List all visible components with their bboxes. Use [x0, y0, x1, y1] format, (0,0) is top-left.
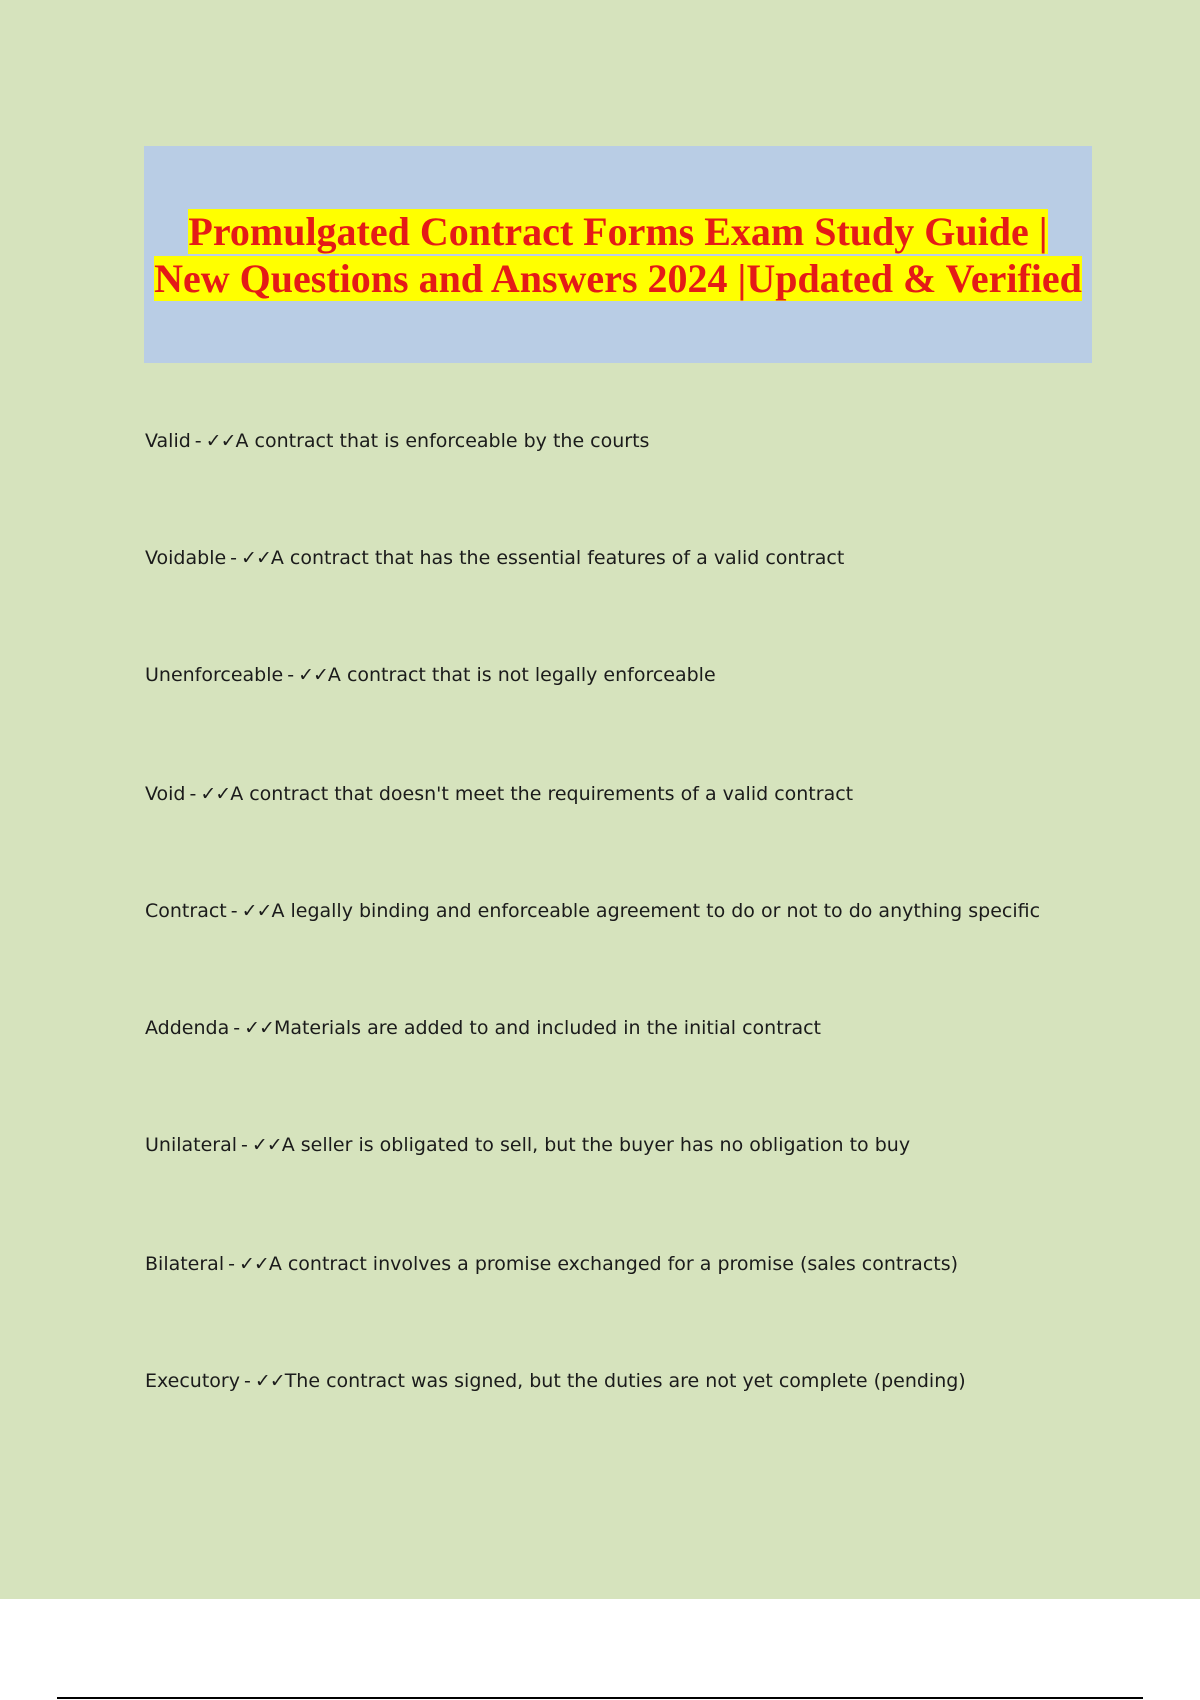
- entry-definition: A contract that is enforceable by the courts: [235, 430, 650, 452]
- entry-separator: -: [243, 1370, 251, 1392]
- check-marks-icon: ✓✓: [298, 664, 328, 686]
- entry-term: Bilateral: [145, 1253, 225, 1275]
- list-item: [145, 429, 649, 453]
- list-item: [145, 546, 844, 570]
- entry-separator: -: [287, 664, 295, 686]
- list-item: [145, 782, 853, 806]
- entry-term: Unenforceable: [145, 664, 284, 686]
- entry-definition: A contract involves a promise exchanged for a promise (sales contracts): [268, 1253, 959, 1275]
- entry-term: Valid: [145, 430, 191, 452]
- entry-separator: -: [233, 1017, 241, 1039]
- title-line-1: Promulgated Contract Forms Exam Study Guide |: [188, 209, 1048, 254]
- check-marks-icon: ✓✓: [254, 1370, 285, 1392]
- entry-term: Voidable: [145, 547, 227, 569]
- entry-term: Addenda: [145, 1017, 230, 1039]
- entry-term: Contract: [145, 900, 227, 922]
- entry-definition: A seller is obligated to sell, but the buyer has no obligation to buy: [281, 1134, 911, 1156]
- entry-separator: -: [241, 1134, 248, 1156]
- title-line-2: New Questions and Answers 2024 |Updated & Verified: [154, 256, 1082, 301]
- entry-separator: -: [230, 547, 238, 569]
- list-item: [145, 1369, 966, 1393]
- check-marks-icon: ✓✓: [205, 430, 236, 452]
- page-title: [144, 208, 1092, 302]
- check-marks-icon: ✓✓: [251, 1134, 282, 1156]
- entry-definition: The contract was signed, but the duties are not yet complete (pending): [284, 1370, 966, 1392]
- list-item: [145, 1016, 821, 1040]
- list-item: [145, 1252, 958, 1276]
- entry-definition: A legally binding and enforceable agreement to do or not to do anything specific: [271, 900, 1041, 922]
- list-item: [145, 1133, 910, 1157]
- check-marks-icon: ✓✓: [241, 547, 271, 569]
- entry-separator: -: [230, 900, 238, 922]
- entry-definition: Materials are added to and included in the initial contract: [273, 1017, 822, 1039]
- check-marks-icon: ✓✓: [238, 1253, 269, 1275]
- entry-term: Executory: [145, 1370, 240, 1392]
- check-marks-icon: ✓✓: [200, 783, 231, 805]
- entry-separator: -: [189, 783, 197, 805]
- entry-definition: A contract that has the essential features of a valid contract: [270, 547, 845, 569]
- entry-separator: -: [228, 1253, 235, 1275]
- entry-definition: A contract that doesn't meet the requirements of a valid contract: [230, 783, 854, 805]
- check-marks-icon: ✓✓: [244, 1017, 274, 1039]
- entry-definition: A contract that is not legally enforceable: [327, 664, 716, 686]
- entry-separator: -: [194, 430, 202, 452]
- title-banner: [144, 146, 1092, 363]
- entry-term: Void: [145, 783, 186, 805]
- check-marks-icon: ✓✓: [241, 900, 272, 922]
- list-item: [145, 663, 716, 687]
- footer-divider: [57, 1697, 1143, 1699]
- list-item: [145, 899, 1040, 923]
- entry-term: Unilateral: [145, 1134, 238, 1156]
